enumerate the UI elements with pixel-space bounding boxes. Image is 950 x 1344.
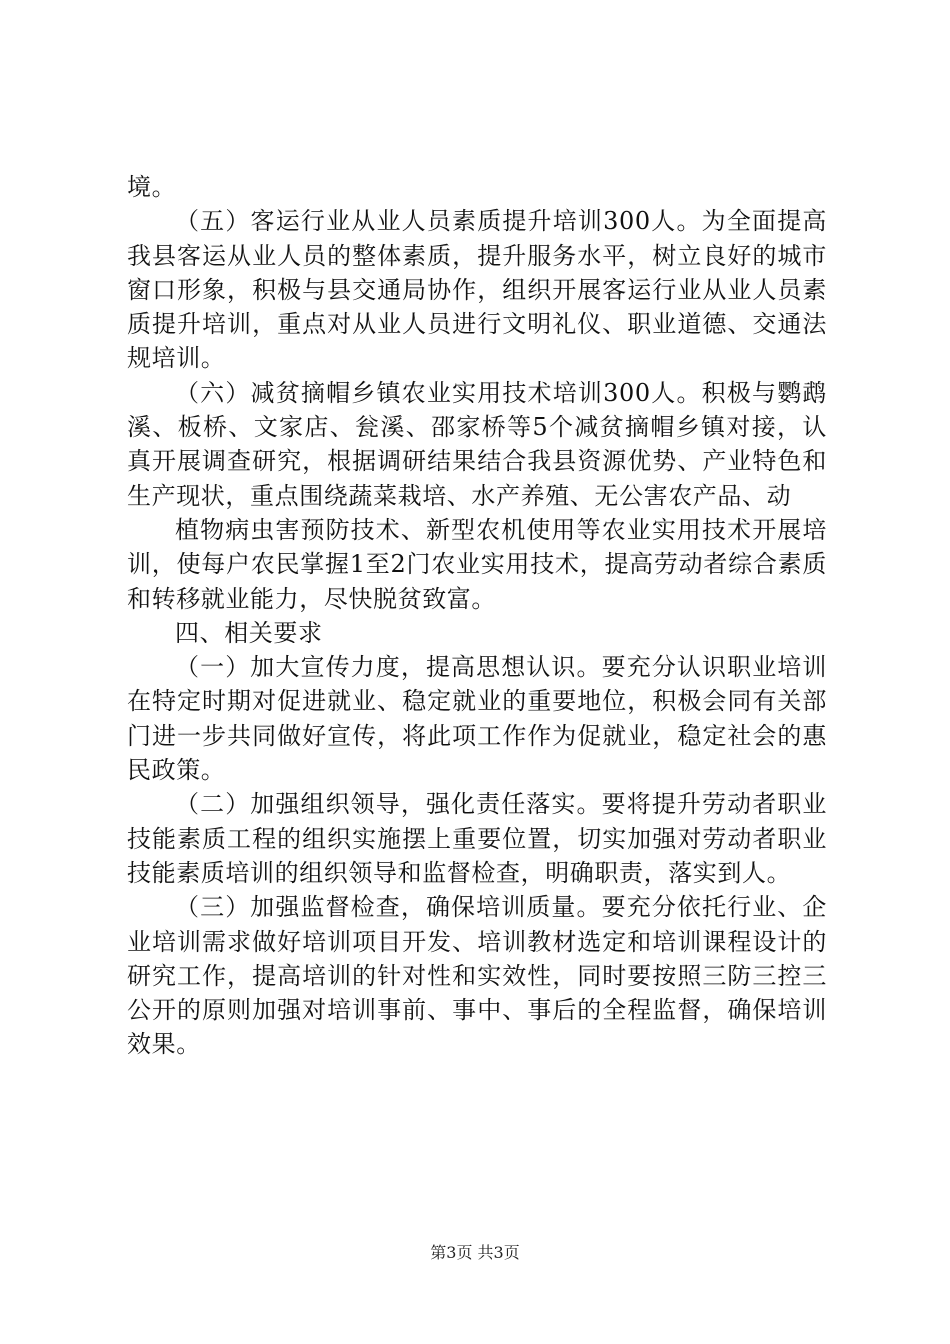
paragraph-requirement-2: （二）加强组织领导，强化责任落实。要将提升劳动者职业技能素质工程的组织实施摆上重要位置，切实加强对劳动者职业技能素质培训的组织领导和监督检查，明确职责，落实到人。 — [127, 790, 827, 887]
page-number-label: 第3页 共3页 — [430, 1243, 520, 1262]
section-heading-requirements: 四、相关要求 — [175, 618, 323, 647]
paragraph-requirement-3: （三）加强监督检查，确保培训质量。要充分依托行业、企业培训需求做好培训项目开发、培训教材选定和培训课程设计的研究工作，提高培训的针对性和实效性，同时要按照三防三控三公开的原则加强对培训事前、事中、事后的全程监督，确保培训效果。 — [127, 893, 827, 1059]
paragraph-continuation: 境。 — [127, 173, 177, 201]
paragraph-item-6: （六）减贫摘帽乡镇农业实用技术培训300人。积极与鹦鹉溪、板桥、文家店、瓮溪、邵家桥等5个减贫摘帽乡镇对接，认真开展调查研究，根据调研结果结合我县资源优势、产业特色和生产现状，重点围绕蔬菜栽培、水产养殖、无公害农产品、动 — [127, 378, 827, 510]
document-body — [127, 170, 827, 1062]
paragraph-item-6-continued: 植物病虫害预防技术、新型农机使用等农业实用技术开展培训，使每户农民掌握1至2门农业实用技术，提高劳动者综合素质和转移就业能力，尽快脱贫致富。 — [127, 515, 827, 613]
paragraph-requirement-1: （一）加大宣传力度，提高思想认识。要充分认识职业培训在特定时期对促进就业、稳定就业的重要地位，积极会同有关部门进一步共同做好宣传，将此项工作作为促就业，稳定社会的惠民政策。 — [127, 653, 827, 785]
paragraph-item-5: （五）客运行业从业人员素质提升培训300人。为全面提高我县客运从业人员的整体素质，提升服务水平，树立良好的城市窗口形象，积极与县交通局协作，组织开展客运行业从业人员素质提升培训，重点对从业人员进行文明礼仪、职业道德、交通法规培训。 — [127, 207, 827, 373]
page-footer — [0, 1243, 950, 1263]
